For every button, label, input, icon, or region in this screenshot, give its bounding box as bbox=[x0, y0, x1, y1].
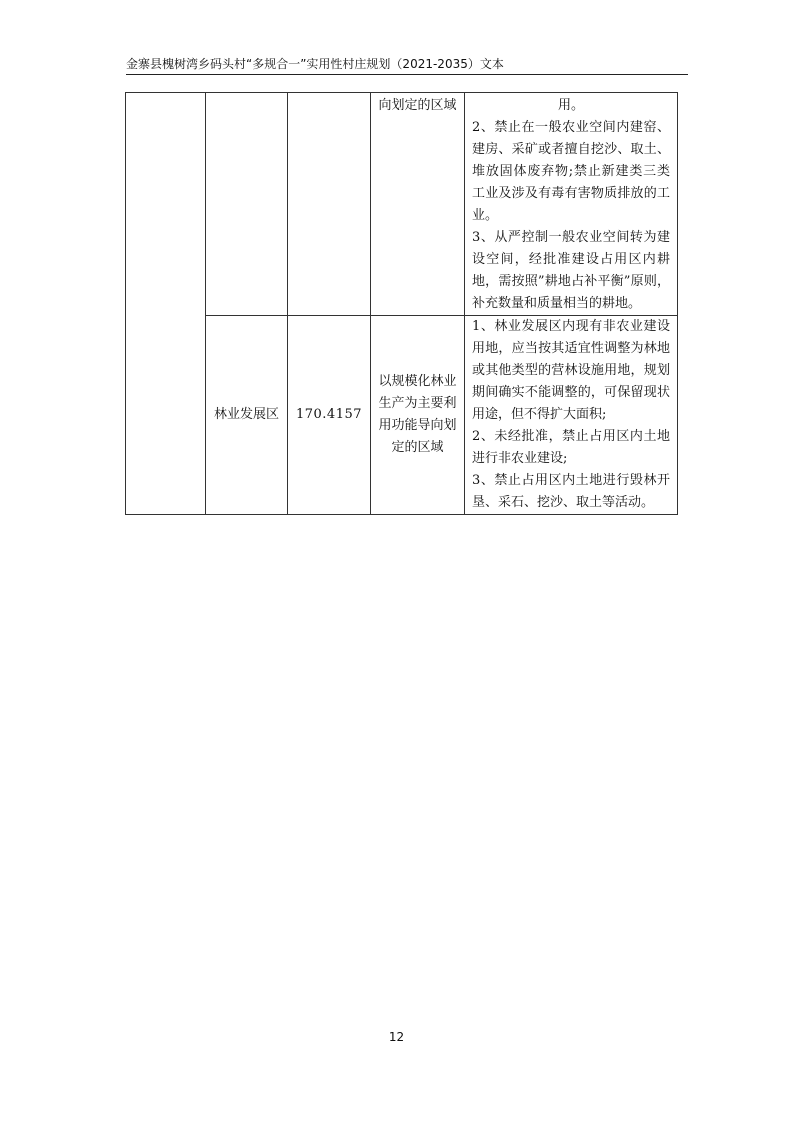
zoning-table bbox=[125, 92, 678, 515]
header-rule bbox=[126, 74, 688, 75]
zone-name-cell bbox=[206, 93, 288, 316]
requirements-cell bbox=[465, 93, 678, 316]
area-cell: 170.4157 bbox=[288, 316, 371, 515]
category-cell bbox=[126, 93, 206, 515]
requirements-cell bbox=[465, 316, 678, 515]
area-cell bbox=[288, 93, 371, 316]
requirement-item: 3、从严控制一般农业空间转为建设空间，经批准建设占用区内耕地，需按照”耕地占补平衡”原则，补充数量和质量相当的耕地。 bbox=[472, 230, 670, 311]
zone-name-text: 林业发展区 bbox=[213, 407, 279, 422]
requirement-item: 3、禁止占用区内土地进行毁林开垦、采石、挖沙、取土等活动。 bbox=[472, 473, 670, 510]
table-row bbox=[126, 93, 678, 316]
document-header: 金寨县槐树湾乡码头村“多规合一”实用性村庄规划（2021-2035）文本 bbox=[126, 57, 504, 71]
requirement-item: 1、林业发展区内现有非农业建设用地，应当按其适宜性调整为林地或其他类型的营林设施用地，规划期间确实不能调整的，可保留现状用途，但不得扩大面积; bbox=[472, 319, 670, 422]
purpose-text: 向划定的区域 bbox=[378, 98, 457, 113]
page-number: 12 bbox=[388, 1030, 405, 1044]
purpose-cell bbox=[371, 93, 465, 316]
requirement-item: 2、禁止在一般农业空间内建窑、建房、采矿或者擅自挖沙、取土、堆放固体废弃物;禁止新建类三类工业及涉及有毒有害物质排放的工业。 bbox=[472, 120, 670, 223]
zone-name-cell bbox=[206, 316, 288, 515]
purpose-text: 以规模化林业生产为主要利用功能导向划定的区域 bbox=[378, 374, 457, 455]
requirement-item: 2、未经批准，禁止占用区内土地进行非农业建设; bbox=[472, 429, 670, 466]
requirement-item: 用。 bbox=[557, 98, 584, 113]
table-row bbox=[126, 316, 678, 515]
purpose-cell bbox=[371, 316, 465, 515]
